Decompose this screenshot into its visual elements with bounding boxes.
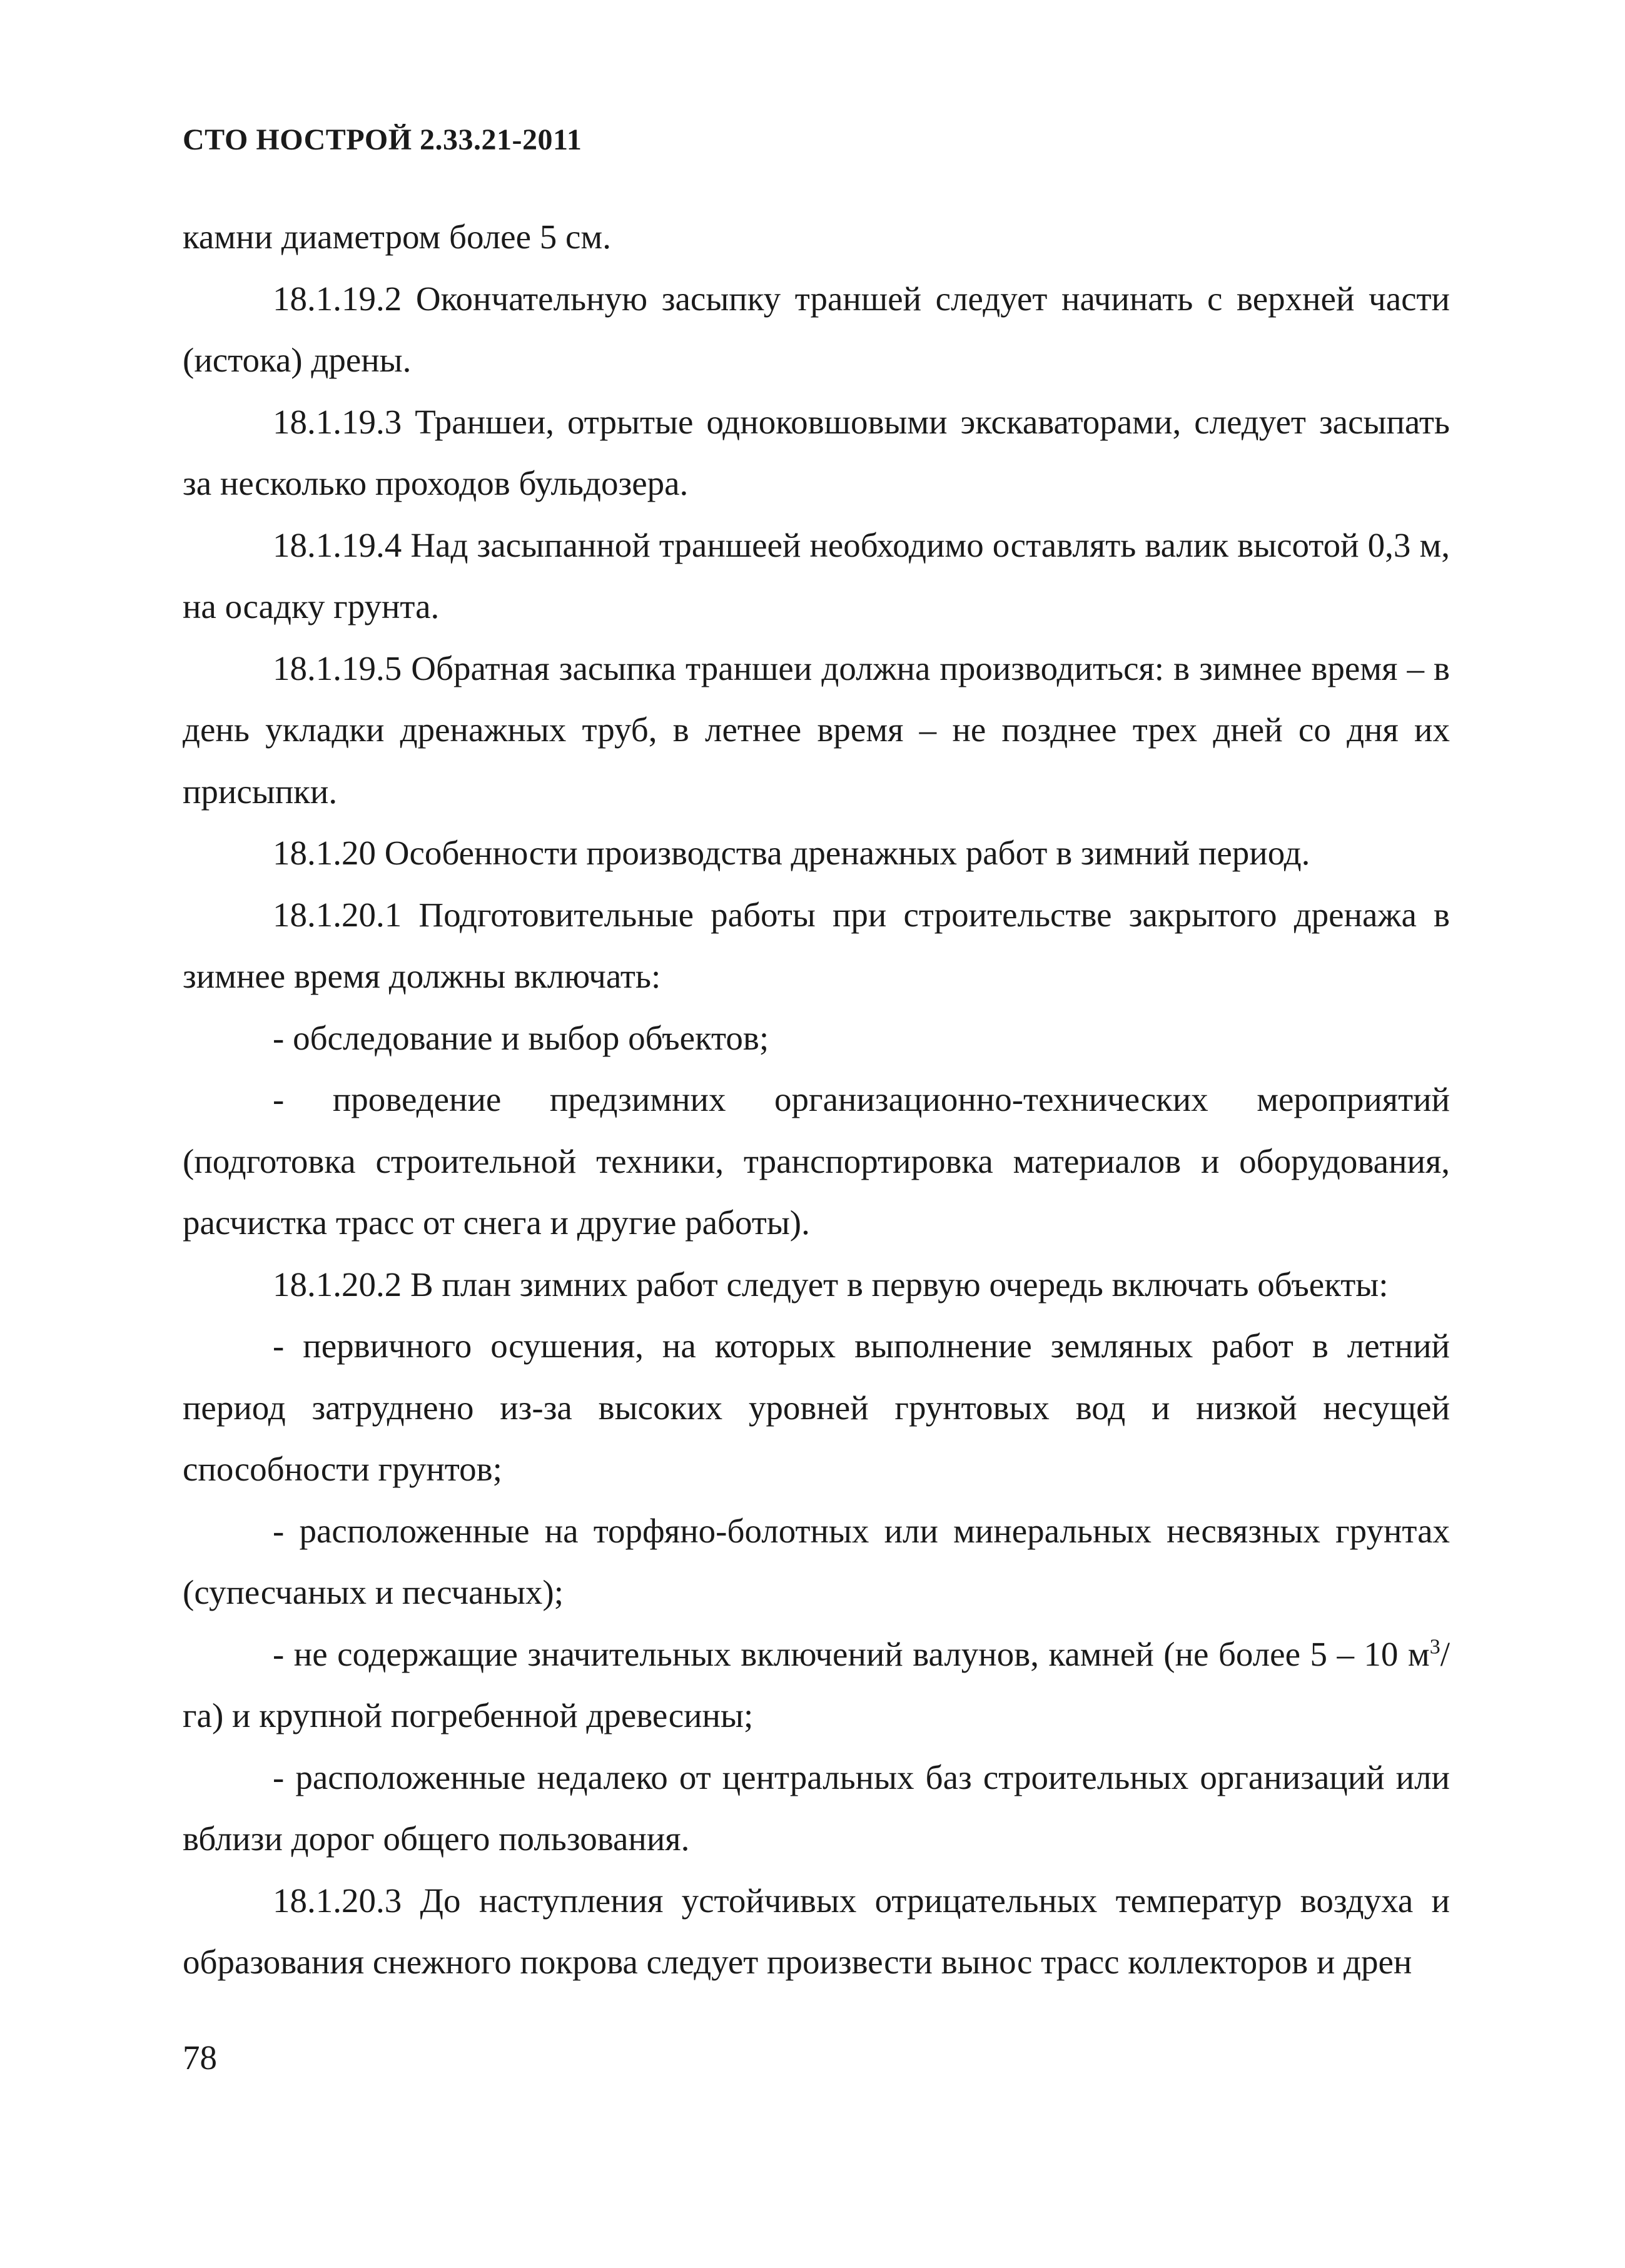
list-item: - обследование и выбор объектов; <box>273 1018 769 1057</box>
superscript: 3 <box>1429 1635 1440 1659</box>
paragraph: 18.1.19.2 Окончательную засыпку траншей следует начинать с верхней части (истока) дрены. <box>183 279 1450 379</box>
paragraph: 18.1.19.5 Обратная засыпка траншеи должна производиться: в зимнее время – в день укладки дренажных труб, в летнее время – не позднее трех дней со дня их присыпки. <box>183 649 1450 811</box>
paragraph: 18.1.20.2 В план зимних работ следует в первую очередь включать объекты: <box>273 1265 1389 1304</box>
paragraph: 18.1.20.3 До наступления устойчивых отрицательных температур воздуха и образования снежного покрова следует произвести вынос трасс коллекторов и дрен <box>183 1881 1450 1981</box>
list-item-text-after: /га) и крупной погребенной древесины; <box>183 1634 1450 1734</box>
list-item-text-before: - не содержащие значительных включений валунов, камней (не более 5 – 10 м <box>273 1634 1430 1673</box>
page-number: 78 <box>183 2038 217 2077</box>
paragraph: 18.1.20.1 Подготовительные работы при строительстве закрытого дренажа в зимнее время должны включать: <box>183 895 1450 995</box>
paragraph: 18.1.19.4 Над засыпанной траншеей необходимо оставлять валик высотой 0,3 м, на осадку грунта. <box>183 525 1450 625</box>
list-item: - расположенные на торфяно-болотных или минеральных несвязных грунтах (супесчаных и песчаных); <box>183 1511 1450 1611</box>
list-item <box>183 1624 1450 1747</box>
paragraph: 18.1.19.3 Траншеи, отрытые одноковшовыми экскаваторами, следует засыпать за несколько проходов бульдозера. <box>183 402 1450 502</box>
paragraph: 18.1.20 Особенности производства дренажных работ в зимний период. <box>273 834 1310 872</box>
list-item: - расположенные недалеко от центральных баз строительных организаций или вблизи дорог общего пользования. <box>183 1758 1450 1858</box>
list-item: - первичного осушения, на которых выполнение земляных работ в летний период затруднено из-за высоких уровней грунтовых вод и низкой несущей способности грунтов; <box>183 1327 1450 1488</box>
list-item: - проведение предзимних организационно-технических мероприятий (подготовка строительной техники, транспортировка материалов и оборудования, расчистка трасс от снега и другие работы). <box>183 1080 1450 1242</box>
paragraph: камни диаметром более 5 см. <box>183 218 611 256</box>
document-header: СТО НОСТРОЙ 2.33.21-2011 <box>183 123 582 156</box>
document-body <box>183 206 1450 1993</box>
